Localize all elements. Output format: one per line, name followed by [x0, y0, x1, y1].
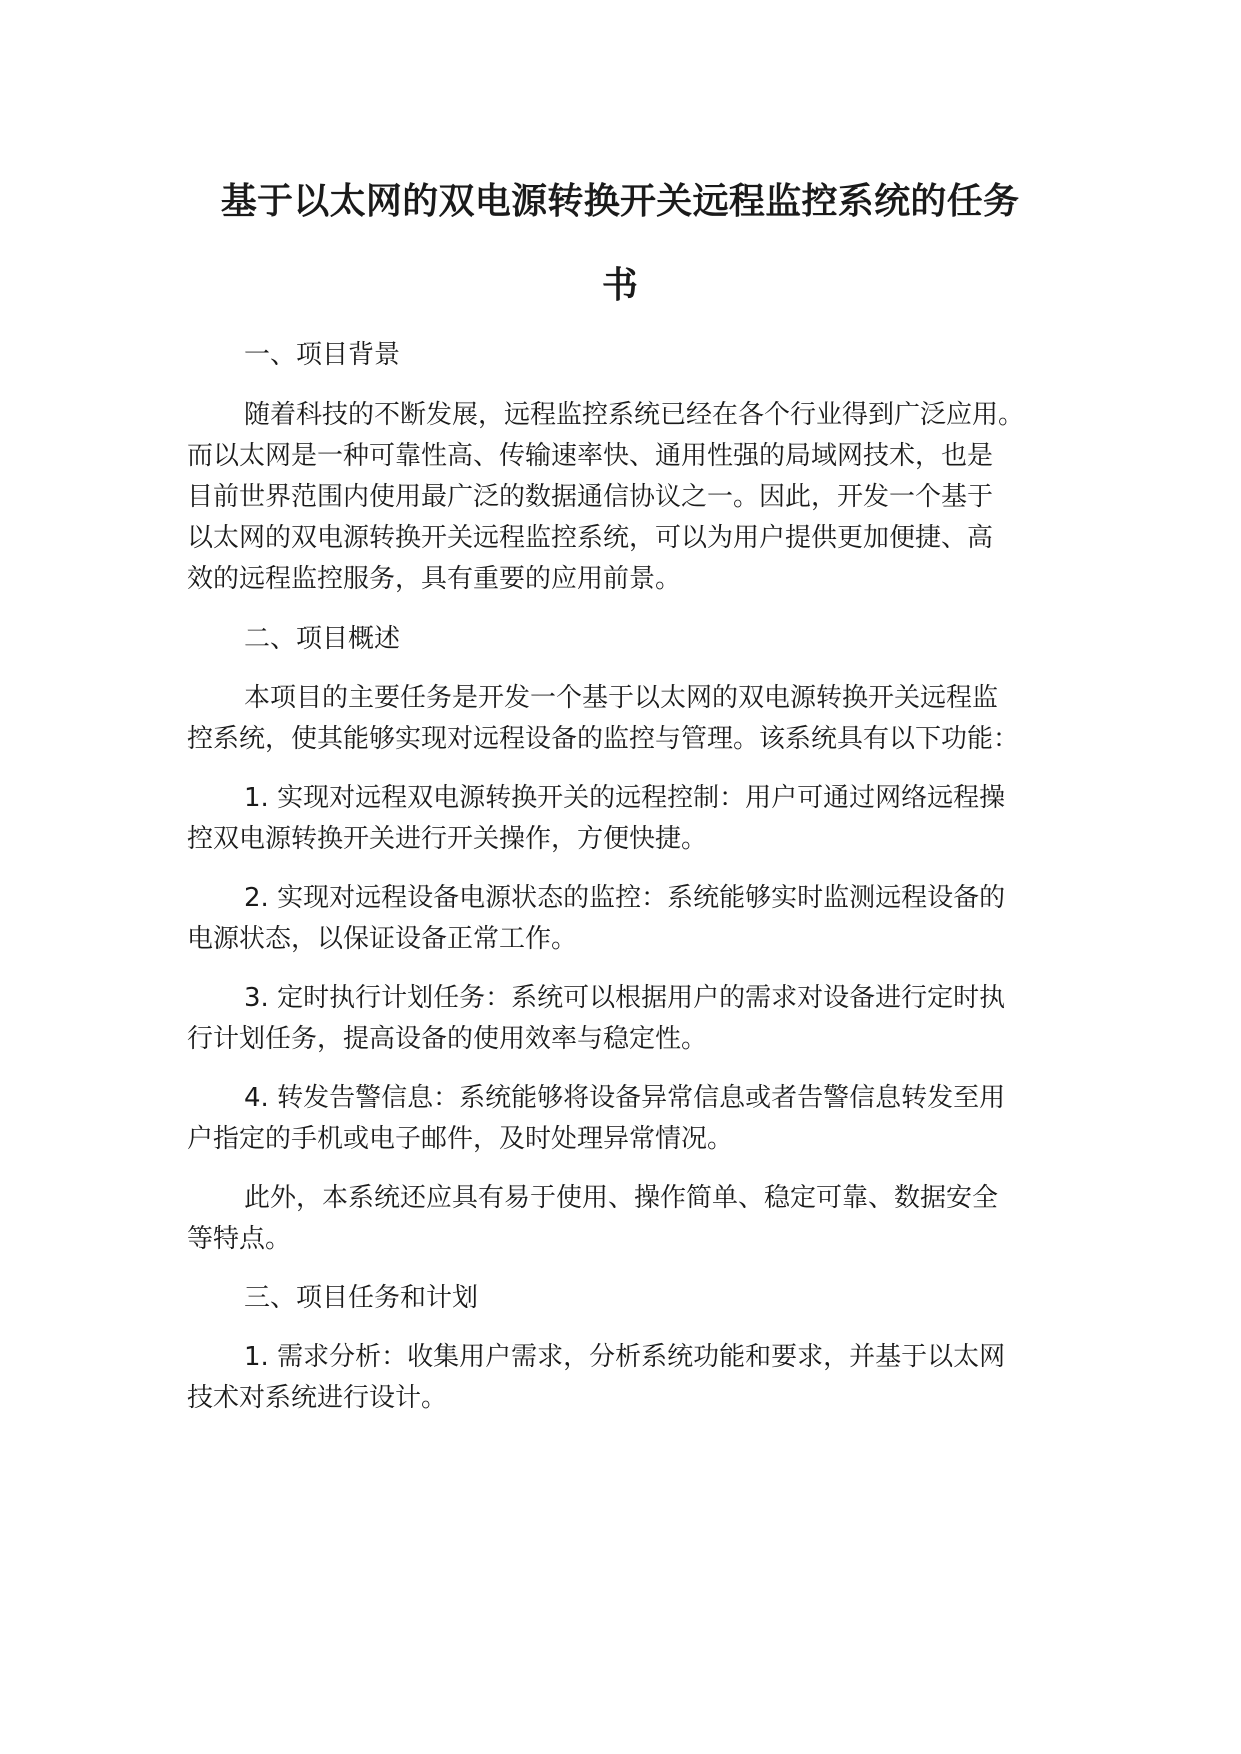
- paragraph-line: 本项目的主要任务是开发一个基于以太网的双电源转换开关远程监: [244, 683, 999, 713]
- section-heading-tasks: 三、项目任务和计划: [244, 1283, 479, 1313]
- paragraph-line: 控系统，使其能够实现对远程设备的监控与管理。该系统具有以下功能：: [187, 724, 1020, 754]
- list-item-line: 4. 转发告警信息：系统能够将设备异常信息或者告警信息转发至用: [244, 1083, 1006, 1113]
- list-item-line: 户指定的手机或电子邮件，及时处理异常情况。: [187, 1124, 734, 1154]
- paragraph-line: 而以太网是一种可靠性高、传输速率快、通用性强的局域网技术，也是: [187, 441, 994, 471]
- list-item-line: 电源状态，以保证设备正常工作。: [187, 924, 578, 954]
- document-title-line-1: 基于以太网的双电源转换开关远程监控系统的任务: [220, 181, 1020, 222]
- paragraph-line: 效的远程监控服务，具有重要的应用前景。: [187, 564, 682, 594]
- list-item-line: 3. 定时执行计划任务：系统可以根据用户的需求对设备进行定时执: [244, 983, 1006, 1013]
- paragraph-line: 目前世界范围内使用最广泛的数据通信协议之一。因此，开发一个基于: [187, 482, 994, 512]
- list-item-line: 行计划任务，提高设备的使用效率与稳定性。: [187, 1024, 708, 1054]
- list-item-line: 技术对系统进行设计。: [187, 1383, 448, 1413]
- list-item-line: 1. 实现对远程双电源转换开关的远程控制：用户可通过网络远程操: [244, 783, 1006, 813]
- document-title-line-2: 书: [601, 265, 639, 306]
- list-item-line: 控双电源转换开关进行开关操作，方便快捷。: [187, 824, 708, 854]
- paragraph-line: 以太网的双电源转换开关远程监控系统，可以为用户提供更加便捷、高: [187, 523, 994, 553]
- section-heading-background: 一、项目背景: [244, 340, 401, 370]
- section-heading-overview: 二、项目概述: [244, 624, 401, 654]
- paragraph-line: 此外，本系统还应具有易于使用、操作简单、稳定可靠、数据安全: [244, 1183, 999, 1213]
- list-item-line: 2. 实现对远程设备电源状态的监控：系统能够实时监测远程设备的: [244, 883, 1006, 913]
- list-item-line: 1. 需求分析：收集用户需求，分析系统功能和要求，并基于以太网: [244, 1342, 1006, 1372]
- paragraph-line: 随着科技的不断发展，远程监控系统已经在各个行业得到广泛应用。: [244, 400, 1025, 430]
- paragraph-line: 等特点。: [187, 1224, 292, 1254]
